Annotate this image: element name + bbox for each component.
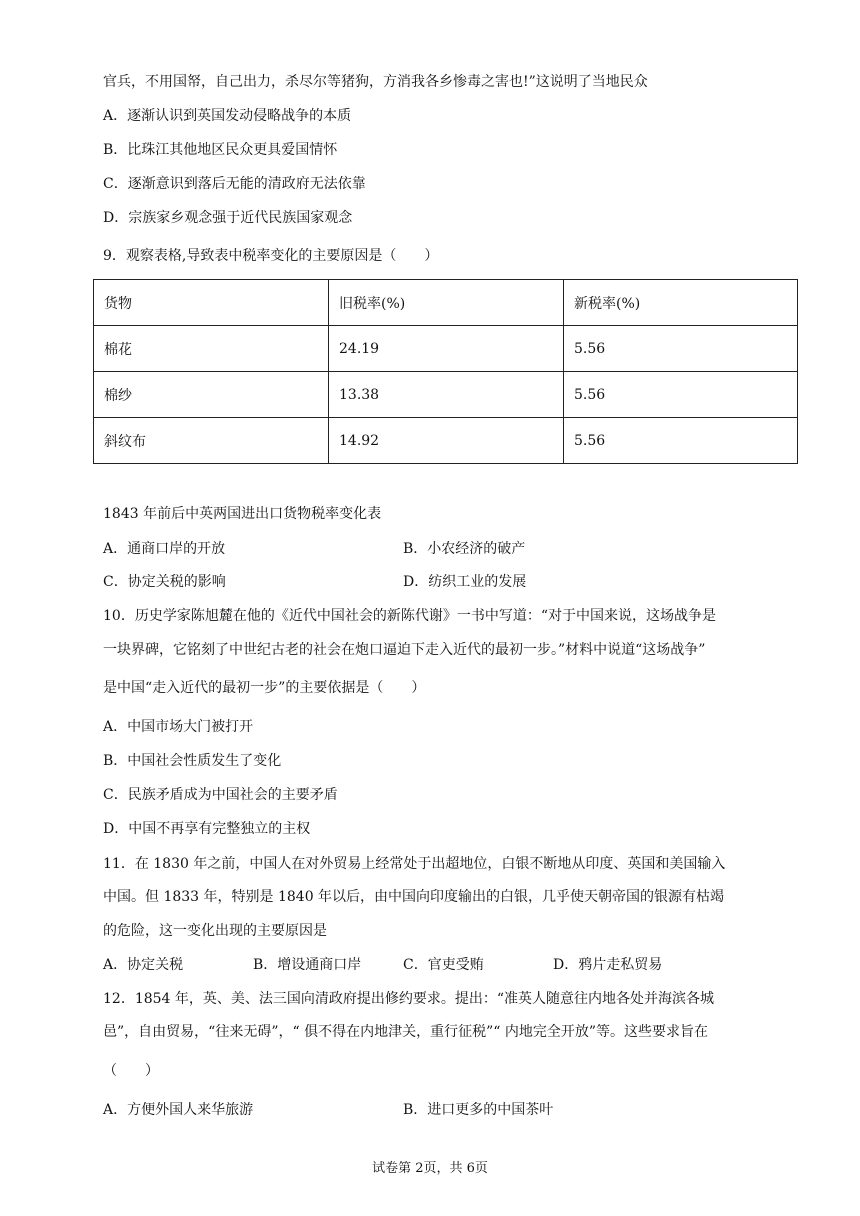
q10-option-a: A．中国市场大门被打开 [103, 719, 254, 735]
q11-option-a: A．协定关税 [103, 957, 184, 973]
table-row [94, 326, 798, 372]
q11-stem-line: 的危险，这一变化出现的主要原因是 [103, 923, 327, 939]
q10-option-c: C．民族矛盾成为中国社会的主要矛盾 [103, 787, 338, 803]
table-header-row [94, 280, 798, 326]
table-cell: 24.19 [329, 326, 564, 372]
q12-stem-line: （ ） [103, 1063, 159, 1079]
table-header-cell: 旧税率(%) [329, 280, 564, 326]
q12-stem-line: 邑”，自由贸易，“往来无碍”，“ 俱不得在内地津关，重行征税”“ 内地完全开放”等。这些要求旨在 [103, 1024, 708, 1040]
q11-options-row [103, 955, 703, 975]
tax-rate-table [93, 279, 798, 464]
q9-stem: 9．观察表格,导致表中税率变化的主要原因是（ ） [103, 248, 439, 264]
q12-option-a: A．方便外国人来华旅游 [103, 1102, 254, 1118]
q12-stem-line: 12．1854 年，英、美、法三国向清政府提出修约要求。提出：“准英人随意往内地各处并海滨各城 [103, 991, 715, 1007]
q8-stem-tail: 官兵，不用国帑，自己出力，杀尽尔等猪狗，方消我各乡惨毒之害也!”这说明了当地民众 [103, 74, 648, 90]
q10-option-b: B．中国社会性质发生了变化 [103, 753, 282, 769]
table-cell: 14.92 [329, 418, 564, 464]
q11-stem-line: 中国。但 1833 年，特别是 1840 年以后，由中国向印度输出的白银，几乎使天朝帝国的银源有枯竭 [103, 889, 725, 905]
q11-option-c: C．官吏受贿 [403, 957, 484, 973]
q9-option-d: D．纺织工业的发展 [403, 574, 527, 590]
page-footer: 试卷第 2页，共 6页 [372, 1161, 488, 1176]
q9-option-b: B．小农经济的破产 [403, 541, 526, 557]
table-cell: 5.56 [564, 372, 798, 418]
q8-option-d: D．宗族家乡观念强于近代民族国家观念 [103, 210, 353, 226]
q9-option-a: A．通商口岸的开放 [103, 541, 226, 557]
table-cell: 13.38 [329, 372, 564, 418]
q10-stem-line: 是中国“走入近代的最初一步”的主要依据是（ ） [103, 680, 426, 696]
table-cell: 5.56 [564, 326, 798, 372]
q8-option-c: C．逐渐意识到落后无能的清政府无法依靠 [103, 176, 366, 192]
q10-stem-line: 10．历史学家陈旭麓在他的《近代中国社会的新陈代谢》一书中写道：“对于中国来说，这场战争是 [103, 608, 716, 624]
q11-option-b: B．增设通商口岸 [253, 957, 362, 973]
q10-stem-line: 一块界碑，它铭刻了中世纪古老的社会在炮口逼迫下走入近代的最初一步。”材料中说道“这场战争” [103, 642, 706, 658]
q8-option-b: B．比珠江其他地区民众更具爱国情怀 [103, 142, 338, 158]
q9-table-caption: 1843 年前后中英两国进出口货物税率变化表 [103, 506, 382, 522]
q8-option-a: A．逐渐认识到英国发动侵略战争的本质 [103, 108, 352, 124]
q12-option-b: B．进口更多的中国茶叶 [403, 1102, 554, 1118]
table-row [94, 418, 798, 464]
table-cell: 斜纹布 [94, 418, 329, 464]
table-cell: 棉纱 [94, 372, 329, 418]
table-header-cell: 货物 [94, 280, 329, 326]
table-header-cell: 新税率(%) [564, 280, 798, 326]
table-row [94, 372, 798, 418]
q11-stem-line: 11．在 1830 年之前，中国人在对外贸易上经常处于出超地位，白银不断地从印度、英国和美国输入 [103, 856, 726, 872]
q11-option-d: D．鸦片走私贸易 [553, 957, 663, 973]
table-cell: 棉花 [94, 326, 329, 372]
q9-option-c: C．协定关税的影响 [103, 574, 226, 590]
table-cell: 5.56 [564, 418, 798, 464]
q10-option-d: D．中国不再享有完整独立的主权 [103, 821, 311, 837]
